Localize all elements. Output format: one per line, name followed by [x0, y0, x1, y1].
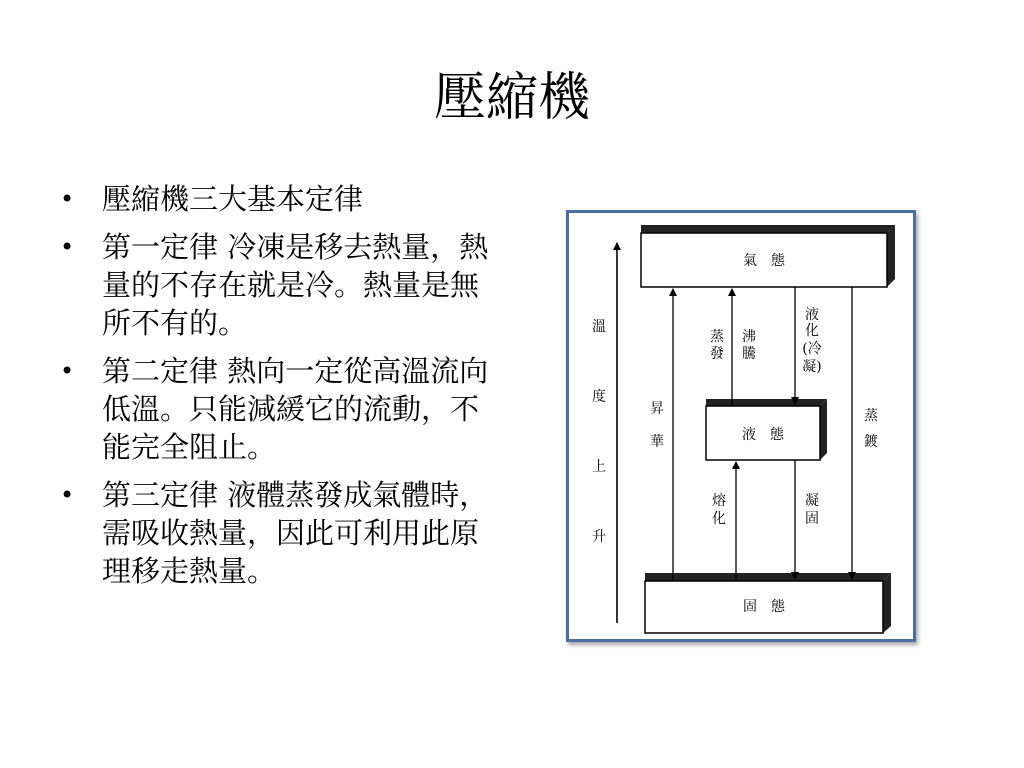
bullet-item — [60, 476, 500, 590]
solidification-label: 固 — [805, 511, 819, 527]
phase-diagram — [569, 213, 913, 639]
phase-diagram-frame — [566, 210, 916, 642]
sublimation-label: 華 — [650, 434, 664, 450]
evaporation-label: 蒸 — [710, 329, 724, 345]
liquefaction-label: 化 — [805, 323, 819, 339]
slide-title: 壓縮機 — [433, 68, 590, 128]
axis-label-char: 度 — [592, 389, 606, 405]
bullet-item — [60, 180, 500, 218]
bullet-text: 壓縮機三大基本定律 — [102, 182, 364, 216]
solidification-label: 凝 — [805, 493, 819, 509]
bullet-text: 第二定律 熱向一定從高溫流向低溫。只能減緩它的流動，不能完全阻止。 — [102, 354, 489, 464]
bullet-dot-icon: • — [60, 481, 75, 509]
bullet-text: 第三定律 液體蒸發成氣體時，需吸收熱量，因此可利用此原理移走熱量。 — [102, 478, 489, 588]
liquefaction-label: 液 — [805, 307, 819, 323]
bullet-text: 第一定律 冷凍是移去熱量，熱量的不存在就是冷。熱量是無所不有的。 — [102, 230, 489, 340]
liquefaction-label: 凝) — [802, 359, 822, 375]
liquefaction-label: (冷 — [802, 341, 822, 357]
bullet-item — [60, 228, 500, 342]
deposition-label: 蒸 — [864, 408, 878, 424]
bullet-item — [60, 352, 500, 466]
evaporation-label: 發 — [710, 346, 724, 362]
axis-label-char: 升 — [592, 529, 606, 545]
deposition-label: 鍍 — [864, 434, 878, 450]
sublimation-label: 昇 — [650, 401, 664, 417]
boiling-label: 騰 — [742, 346, 756, 362]
axis-label-char: 上 — [592, 459, 606, 475]
bullet-list — [60, 180, 500, 600]
axis-label-char: 溫 — [592, 319, 606, 335]
gas-state-label: 氣 態 — [743, 253, 785, 269]
bullet-dot-icon: • — [60, 357, 75, 385]
solid-state-label: 固 態 — [743, 599, 785, 615]
melting-label: 熔 — [712, 493, 726, 509]
melting-label: 化 — [712, 511, 726, 527]
bullet-dot-icon: • — [60, 185, 75, 213]
liquid-state-label: 液 態 — [742, 427, 784, 443]
boiling-label: 沸 — [742, 329, 756, 345]
bullet-dot-icon: • — [60, 233, 75, 261]
